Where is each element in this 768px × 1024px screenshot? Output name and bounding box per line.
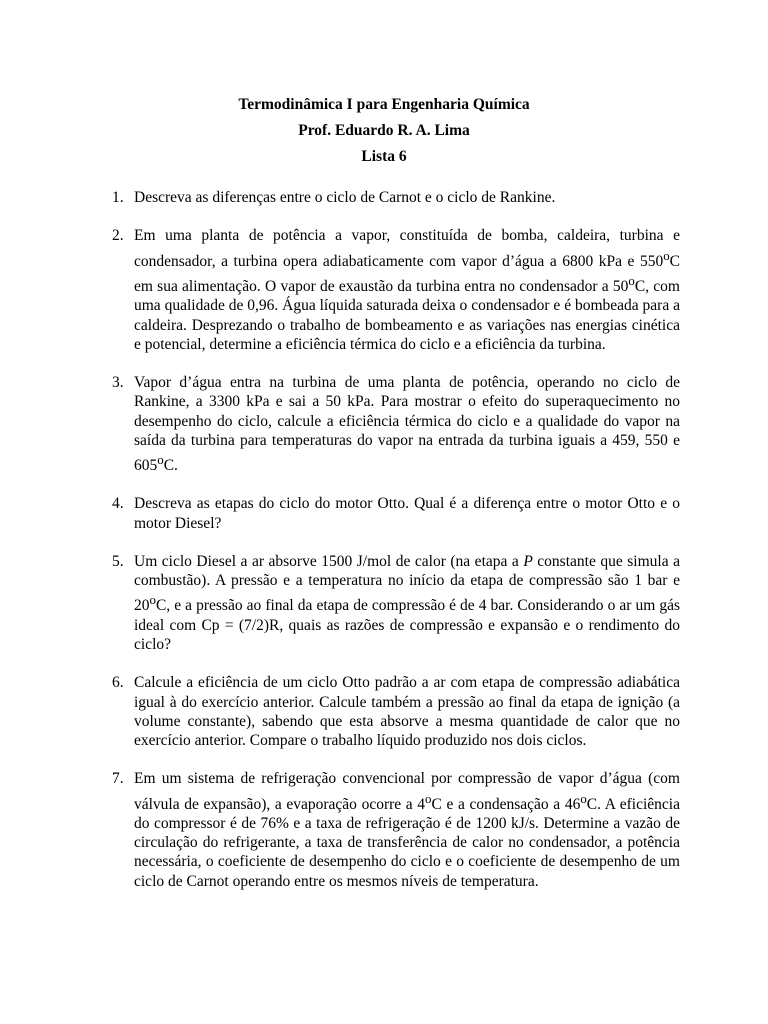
question-number: 7. (112, 770, 124, 788)
question-item (112, 769, 680, 890)
question-number: 5. (112, 553, 124, 571)
question-text: Em um sistema de refrigeração convencional por compressão de vapor d’água (com válvula de expansão), a evaporação ocorre a 4$^o$C e a condensação a 46$^o$C. A eficiência do compressor é de 76% e a taxa de refrigeração é de 1200 kJ/s. Determine a vazão de circulação do refrigerante, a taxa de transferência de calor no condensador, a potência necessária, o coeficiente de desempenho do ciclo e o coeficiente de desempenho de um ciclo de Carnot operando entre os mesmos níveis de temperatura. (134, 770, 680, 890)
question-text: Um ciclo Diesel a ar absorve 1500 J/mol de calor (na etapa a P constante que simula a combustão). A pressão e a temperatura no início da etapa de compressão são 1 bar e 20$^o$C, e a pressão ao final da etapa de compressão é de 4 bar. Considerando o ar um gás ideal com Cp = (7/2)R, quais as razões de compressão e expansão e o rendimento do ciclo? (134, 553, 680, 654)
list-title: Lista 6 (361, 148, 407, 165)
question-text: Descreva as diferenças entre o ciclo de Carnot e o ciclo de Rankine. (134, 189, 556, 206)
question-item (112, 494, 680, 532)
question-item (112, 226, 680, 354)
question-number: 6. (112, 674, 124, 692)
question-item (112, 673, 680, 750)
question-item (112, 373, 680, 475)
document-header (0, 92, 768, 170)
question-text: Descreva as etapas do ciclo do motor Otto. Qual é a diferença entre o motor Otto e o motor Diesel? (134, 495, 680, 532)
professor-name: Prof. Eduardo R. A. Lima (298, 122, 470, 139)
question-item (112, 188, 680, 207)
course-title: Termodinâmica I para Engenharia Química (238, 96, 530, 113)
question-text: Vapor d’água entra na turbina de uma planta de potência, operando no ciclo de Rankine, a 3300 kPa e sai a 50 kPa. Para mostrar o efeito do superaquecimento no desempenho do ciclo, calcule a eficiência térmica do ciclo e a qualidade do vapor na saída da turbina para temperaturas do vapor na entrada da turbina iguais a 459, 550 e 605$^o$C. (134, 374, 680, 475)
question-number: 1. (112, 189, 124, 206)
question-number: 3. (112, 374, 124, 392)
question-number: 2. (112, 227, 124, 245)
question-text: Em uma planta de potência a vapor, constituída de bomba, caldeira, turbina e condensador, a turbina opera adiabaticamente com vapor d’água a 6800 kPa e 550$^o$C em sua alimentação. O vapor de exaustão da turbina entra no condensador a 50$^o$C, com uma qualidade de 0,96. Água líquida saturada deixa o condensador e é bombeada para a caldeira. Desprezando o trabalho de bombeamento e as variações nas energias cinética e potencial, determine a eficiência térmica do ciclo e a eficiência da turbina. (134, 227, 680, 353)
question-list (112, 188, 680, 910)
question-item (112, 552, 680, 654)
question-number: 4. (112, 495, 124, 513)
question-text: Calcule a eficiência de um ciclo Otto padrão a ar com etapa de compressão adiabática igual à do exercício anterior. Calcule também a pressão ao final da etapa de ignição (a volume constante), sabendo que esta absorve a mesma quantidade de calor que no exercício anterior. Compare o trabalho líquido produzido nos dois ciclos. (134, 674, 680, 750)
